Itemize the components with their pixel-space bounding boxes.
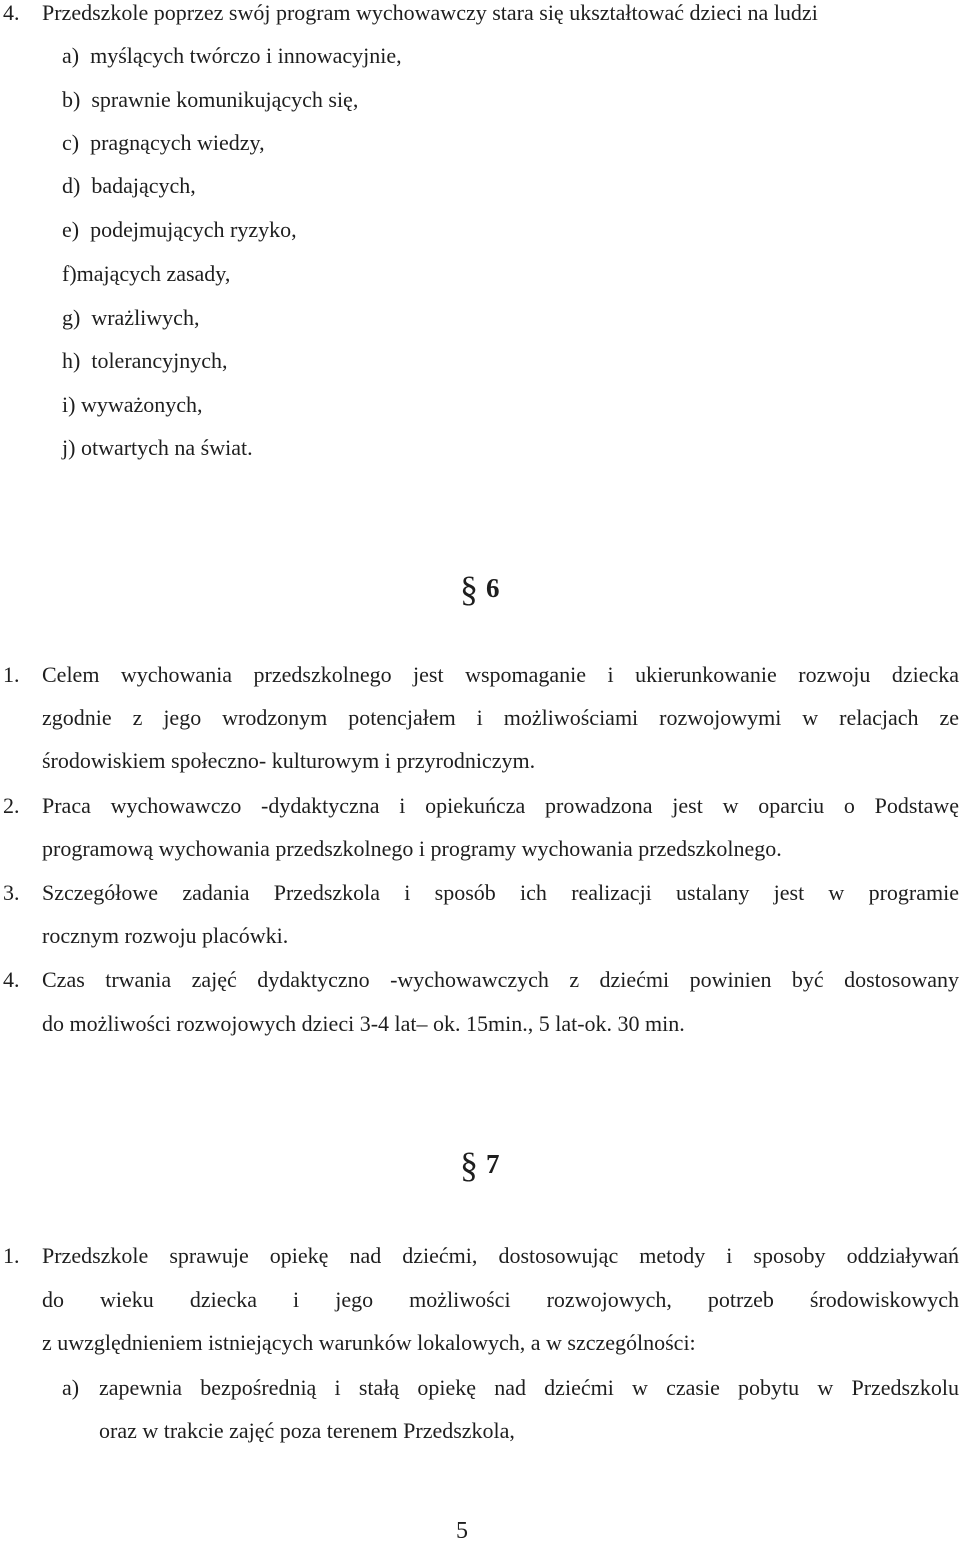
list-text: badających, — [91, 173, 196, 198]
paragraph-line: Celem wychowania przedszkolnego jest wspomaganie i ukierunkowanie rozwoju dziecka — [42, 662, 959, 687]
paragraph-line: rocznym rozwoju placówki. — [42, 923, 289, 948]
paragraph-line: oraz w trakcie zajęć poza terenem Przedszkola, — [99, 1418, 515, 1443]
list-item — [62, 392, 203, 418]
list-marker: a) — [62, 43, 80, 68]
paragraph-line: Czas trwania zajęć dydaktyczno -wychowawczych z dziećmi powinien być dostosowany — [42, 967, 959, 992]
paragraph-line: zapewnia bezpośrednią i stałą opiekę nad dziećmi w czasie pobytu w Przedszkolu — [99, 1375, 959, 1400]
list-item — [62, 43, 402, 69]
list-text: otwartych na świat. — [80, 435, 253, 460]
list-item — [62, 305, 199, 331]
list-text: tolerancyjnych, — [91, 348, 228, 373]
list-text: sprawnie komunikujących się, — [91, 87, 359, 112]
item-number: 1. — [3, 1243, 20, 1268]
list-item — [62, 217, 297, 243]
paragraph-line: Szczegółowe zadania Przedszkola i sposób ich realizacji ustalany jest w programie — [42, 880, 959, 905]
list-marker: c) — [62, 130, 80, 155]
list-item — [62, 87, 358, 113]
section-number: 7 — [486, 1149, 500, 1179]
item-number: 3. — [3, 880, 20, 905]
paragraph-line: zgodnie z jego wrodzonym potencjałem i możliwościami rozwojowymi w relacjach ze — [42, 705, 959, 730]
list-text: mających zasady, — [76, 261, 231, 286]
list-item — [62, 130, 265, 156]
list-text: pragnących wiedzy, — [90, 130, 265, 155]
paragraph-line: do wieku dziecka i jego możliwości rozwojowych, potrzeb środowiskowych — [42, 1287, 959, 1312]
list-item — [62, 173, 196, 199]
list-marker: d) — [62, 173, 81, 198]
list-marker: g) — [62, 305, 81, 330]
section-7-heading — [460, 1140, 500, 1185]
paragraph-line: Przedszkole sprawuje opiekę nad dziećmi, dostosowując metody i sposoby oddziaływań — [42, 1243, 959, 1268]
list-marker: h) — [62, 348, 81, 373]
list-marker: i) — [62, 392, 76, 417]
section-number: 6 — [486, 573, 500, 603]
item-number: 4. — [3, 967, 20, 992]
list-text: wrażliwych, — [91, 305, 200, 330]
list-text: podejmujących ryzyko, — [90, 217, 297, 242]
list-marker: f) — [62, 261, 77, 286]
section-symbol: § — [460, 569, 478, 609]
list-marker: j) — [62, 435, 76, 460]
list-text: myślących twórczo i innowacyjnie, — [90, 43, 402, 68]
paragraph-line: Praca wychowawczo -dydaktyczna i opiekuńcza prowadzona jest w oparciu o Podstawę — [42, 793, 959, 818]
list-marker: b) — [62, 87, 81, 112]
list-item — [62, 348, 228, 374]
paragraph-line: do możliwości rozwojowych dzieci 3-4 lat– ok. 15min., 5 lat-ok. 30 min. — [42, 1011, 685, 1036]
section-6-heading — [460, 564, 500, 609]
section-symbol: § — [460, 1145, 478, 1185]
item-number: 1. — [3, 662, 20, 687]
item-number: 2. — [3, 793, 20, 818]
item-text: Przedszkole poprzez swój program wychowawczy stara się ukształtować dzieci na ludzi — [42, 0, 818, 25]
item-number: 4. — [3, 0, 20, 25]
paragraph-line: z uwzględnieniem istniejących warunków lokalowych, a w szczególności: — [42, 1330, 696, 1355]
list-marker: a) — [62, 1375, 80, 1400]
list-item — [62, 435, 253, 461]
list-text: wyważonych, — [80, 392, 203, 417]
list-item — [62, 261, 230, 287]
paragraph-line: programową wychowania przedszkolnego i programy wychowania przedszkolnego. — [42, 836, 782, 861]
list-marker: e) — [62, 217, 80, 242]
page-number: 5 — [456, 1518, 468, 1544]
paragraph-line: środowiskiem społeczno- kulturowym i przyrodniczym. — [42, 748, 536, 773]
